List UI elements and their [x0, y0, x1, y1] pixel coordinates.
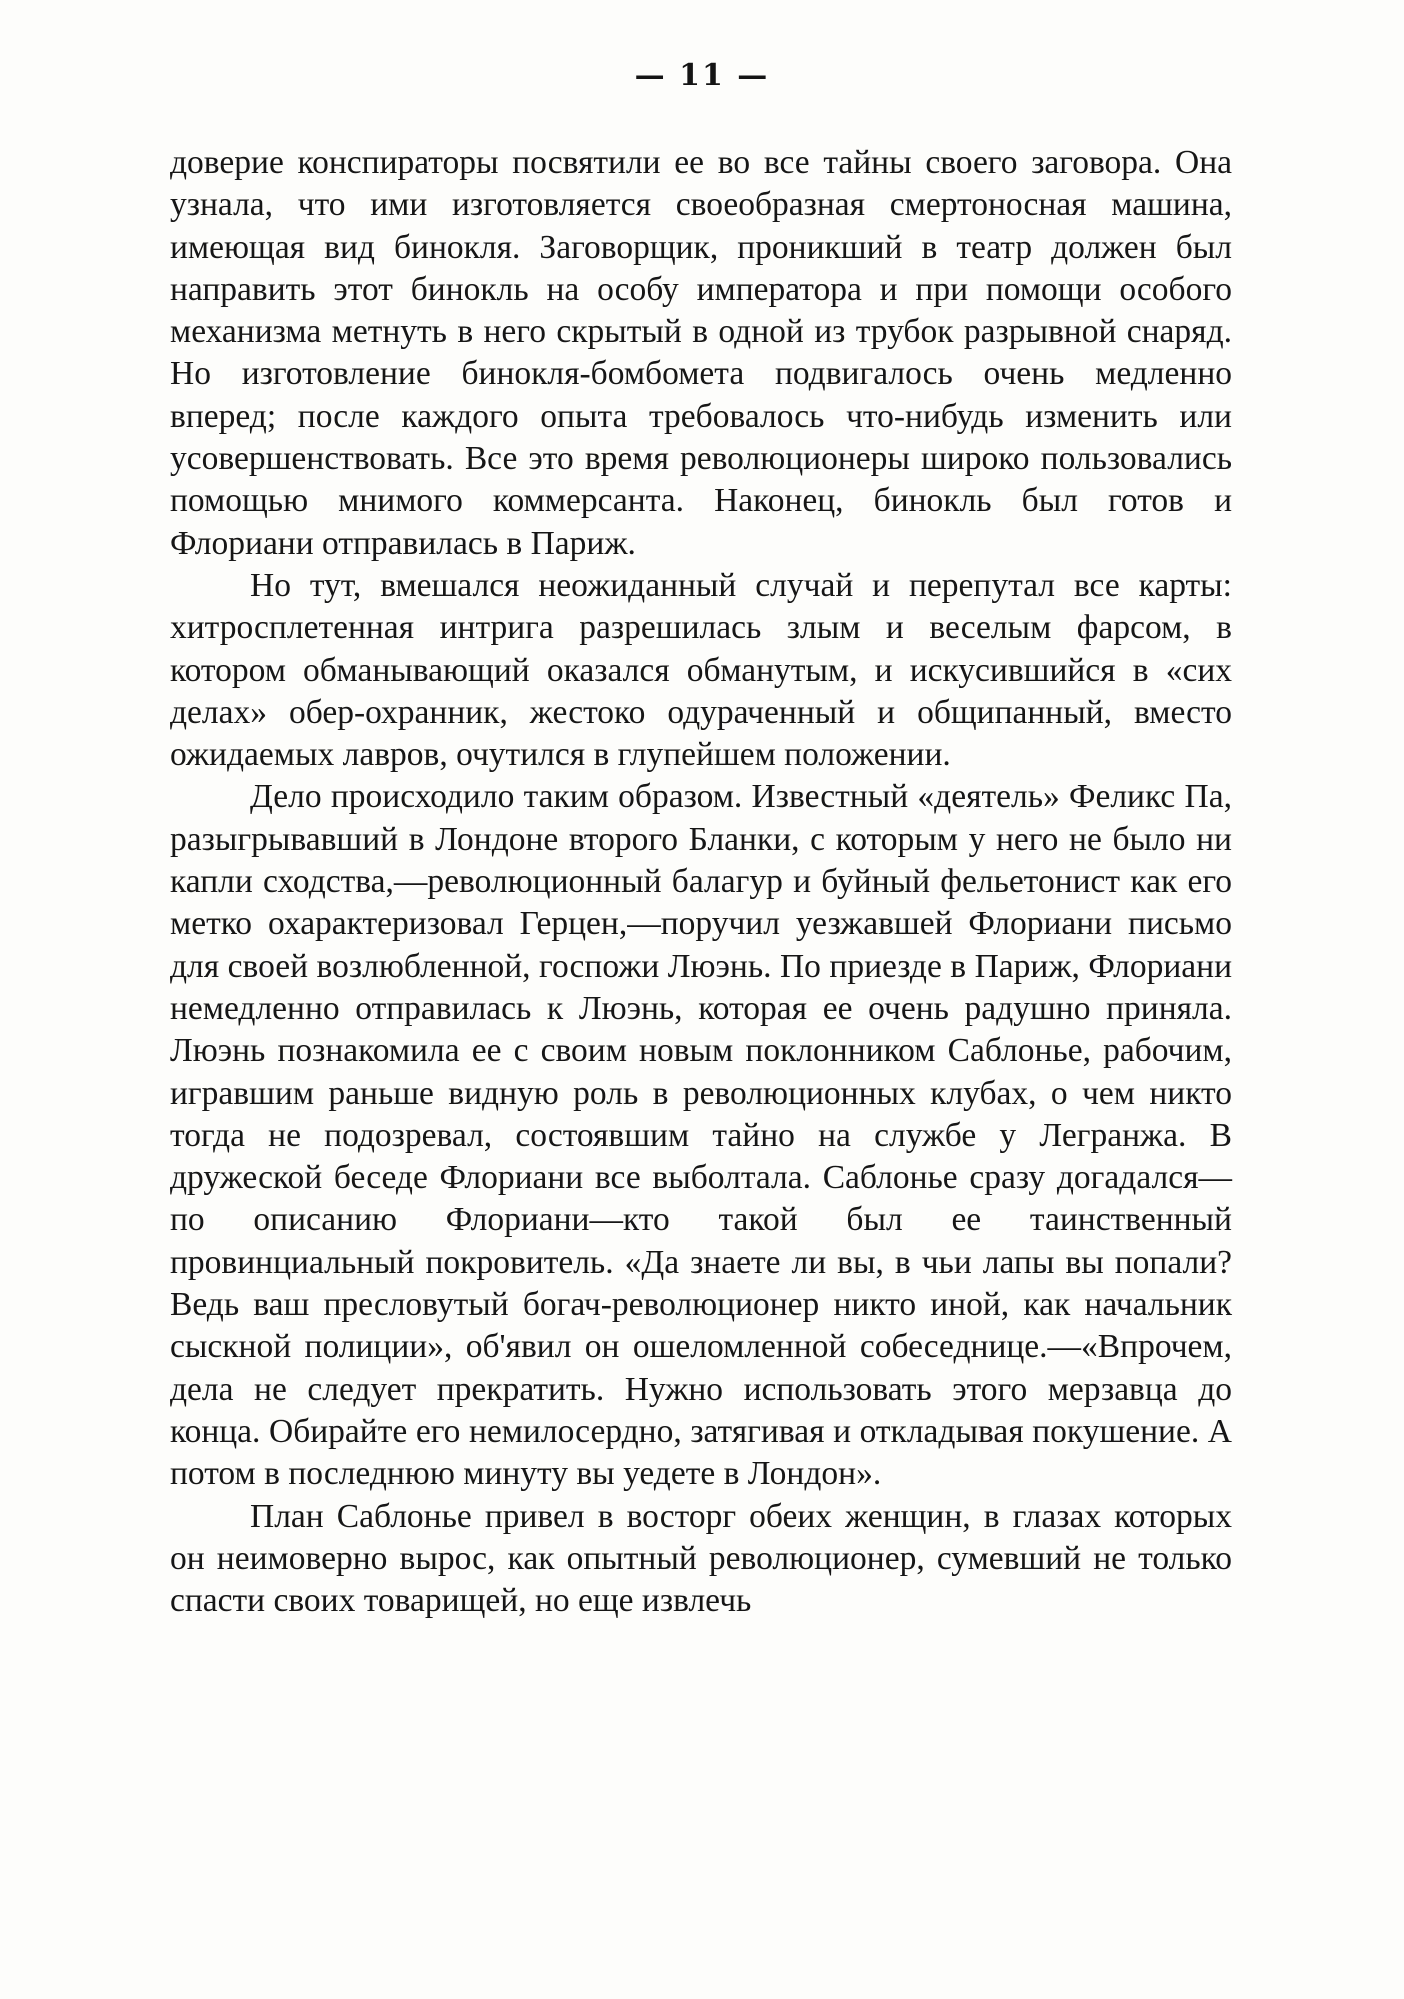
paragraph-continuation: доверие конспираторы посвятили ее во все тайны своего заговора. Она узнала, что ими изготовляется своеобразная смертоносная машина, имеющая вид бинокля. Заговорщик, проникший в театр должен был направить этот бинокль на особу императора и при помощи особого механизма метнуть в него скрытый в одной из трубок разрывной снаряд. Но изготовление бинокля-бомбомета подвигалось очень медленно вперед; после каждого опыта требовалось что-нибудь изменить или усовершенствовать. Все это время революционеры широко пользовались помощью мнимого коммерсанта. Наконец, бинокль был готов и Флориани отправилась в Париж. [170, 144, 1232, 562]
paragraph-unexpected-case: Но тут, вмешался неожиданный случай и перепутал все карты: хитросплетенная интрига разрешилась злым и веселым фарсом, в котором обманывающий оказался обманутым, и искусившийся в «сих делах» обер-охранник, жестоко одураченный и общипанный, вместо ожидаемых лавров, очутился в глупейшем положении. [170, 566, 1232, 774]
paragraph-how-it-happened: Дело происходило таким образом. Известный «деятель» Феликс Па, разыгрывавший в Лондоне второго Бланки, с которым у него не было ни капли сходства,—революционный балагур и буйный фельетонист как его метко охарактеризовал Герцен,—поручил уезжавшей Флориани письмо для своей возлюбленной, госпожи Люэнь. По приезде в Париж, Флориани немедленно отправилась к Люэнь, которая ее очень радушно приняла. Люэнь познакомила ее с своим новым поклонником Саблонье, рабочим, игравшим раньше видную роль в революционных клубах, о чем никто тогда не подозревал, состоявшим тайно на службе у Легранжа. В дружеской беседе Флориани все выболтала. Саблонье сразу догадался—по описанию Флориани—кто такой был ее таинственный провинциальный покровитель. «Да знаете ли вы, в чьи лапы вы попали? Ведь ваш пресловутый богач-революционер никто иной, как начальник сыскной полиции», об'явил он ошеломленной собеседнице.—«Впрочем, дела не следует прекратить. Нужно использовать этого мерзавца до конца. Обирайте его немилосердно, затягивая и откладывая покушение. А потом в последнюю минуту вы уедете в Лондон». [170, 778, 1232, 1493]
page-number: — 11 — [634, 58, 770, 93]
body-text [170, 142, 1232, 1622]
paragraph-sablonier-plan: План Саблонье привел в восторг обеих женщин, в глазах которых он неимоверно вырос, как опытный революционер, сумевший не только спасти своих товарищей, но еще извлечь [170, 1497, 1232, 1620]
